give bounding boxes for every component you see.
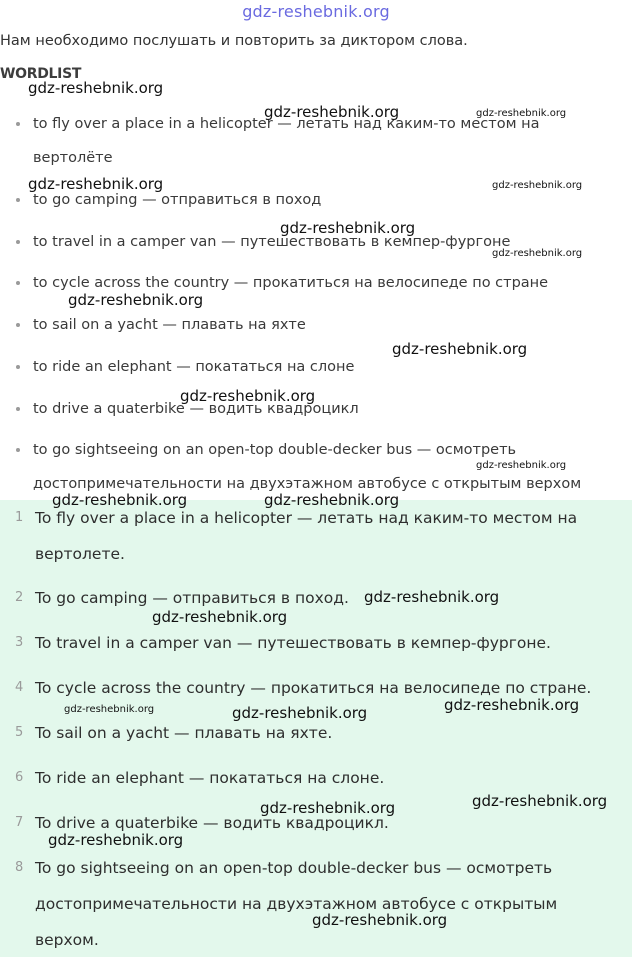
wordlist-item: to go camping — отправиться в поход [16,183,606,217]
watermark: gdz-reshebnik.org [48,831,184,849]
watermark: gdz-reshebnik.org [264,491,400,509]
answer-item: 4 To cycle across the country — прокатиться на велосипеде по стране. [15,679,592,697]
answer-item: 1 To fly over a place in a helicopter — летать над каким-то местом на вертолете. [15,509,578,563]
wordlist-item: to sail on a yacht — плавать на яхте [16,308,606,342]
wordlist-item: to cycle across the country — прокатиться на велосипеде по стране [16,266,606,300]
watermark: gdz-reshebnik.org [180,387,316,405]
watermark: gdz-reshebnik.org [476,460,567,471]
bullet-icon [16,323,20,327]
wordlist-item: to ride an elephant — покататься на слоне [16,350,606,384]
watermark: gdz-reshebnik.org [68,291,204,309]
watermark: gdz-reshebnik.org [476,108,567,119]
watermark: gdz-reshebnik.org [312,911,448,929]
wordlist-item: to go sightseeing on an open-top double-decker bus — осмотреть достопримечательности на двухэтажном автобусе с открытым верхом [16,433,606,501]
answer-item: 3 To travel in a camper van — путешествовать в кемпер-фургоне. [15,634,551,652]
watermark: gdz-reshebnik.org [52,491,188,509]
watermark: gdz-reshebnik.org [260,799,396,817]
watermark: gdz-reshebnik.org [492,180,583,191]
site-link[interactable]: gdz-reshebnik.org [242,2,390,21]
watermark: gdz-reshebnik.org [152,608,288,626]
bullet-icon [16,198,20,202]
bullet-icon [16,365,20,369]
bullet-icon [16,281,20,285]
bullet-icon [16,122,20,126]
wordlist-item: to fly over a place in a helicopter — летать над каким-то местом на вертолёте [16,107,606,175]
watermark: gdz-reshebnik.org [28,175,164,193]
answer-item: 7 To drive a quaterbike — водить квадроцикл. [15,814,389,832]
watermark: gdz-reshebnik.org [444,696,580,714]
watermark: gdz-reshebnik.org [264,103,400,121]
wordlist-title: WORDLIST [0,66,82,82]
watermark: gdz-reshebnik.org [364,588,500,606]
wordlist-item: to drive a quaterbike — водить квадроцикл [16,392,606,426]
intro-text: Нам необходимо послушать и повторить за диктором слова. [0,33,468,49]
bullet-icon [16,240,20,244]
wordlist-item: to travel in a camper van — путешествовать в кемпер-фургоне [16,225,606,259]
watermark: gdz-reshebnik.org [392,340,528,358]
watermark: gdz-reshebnik.org [492,248,583,259]
watermark: gdz-reshebnik.org [64,704,155,715]
answer-item: 8 To go sightseeing on an open-top double-decker bus — осмотреть достопримечательности на двухэтажном автобусе с открытым верхом. [15,859,558,949]
watermark: gdz-reshebnik.org [472,792,608,810]
watermark: gdz-reshebnik.org [232,704,368,722]
bullet-icon [16,448,20,452]
bullet-icon [16,407,20,411]
answer-item: 2 To go camping — отправиться в поход. [15,589,349,607]
watermark: gdz-reshebnik.org [280,219,416,237]
answer-item: 5 To sail on a yacht — плавать на яхте. [15,724,333,742]
watermark: gdz-reshebnik.org [28,79,164,97]
answer-item: 6 To ride an elephant — покататься на слоне. [15,769,385,787]
